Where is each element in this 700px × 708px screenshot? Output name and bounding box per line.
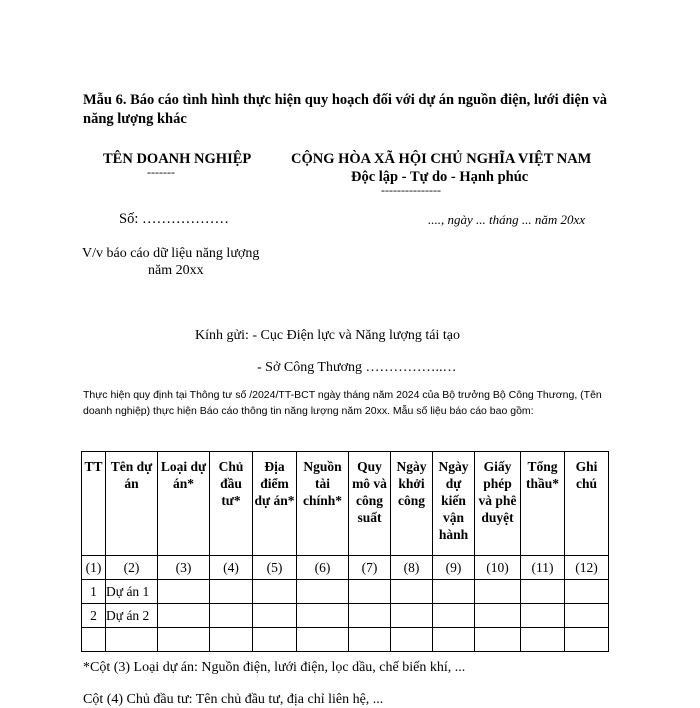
table-cell xyxy=(349,604,391,628)
project-name: Dự án 2 xyxy=(106,604,158,628)
column-number: (5) xyxy=(253,556,297,580)
table-cell xyxy=(475,628,521,652)
table-header-cell: Ghi chú xyxy=(565,452,609,556)
company-name: TÊN DOANH NGHIỆP xyxy=(103,151,252,167)
table-cell xyxy=(521,604,565,628)
table-header-cell: Loại dự án* xyxy=(158,452,210,556)
table-cell xyxy=(433,604,475,628)
column-number: (6) xyxy=(297,556,349,580)
table-cell xyxy=(565,580,609,604)
column-number: (12) xyxy=(565,556,609,580)
table-cell xyxy=(158,628,210,652)
table-header-row xyxy=(82,452,609,556)
project-name xyxy=(106,628,158,652)
table-row xyxy=(82,580,609,604)
table-header-cell: Quy mô và công suất xyxy=(349,452,391,556)
table-cell xyxy=(565,604,609,628)
table-header-cell: Nguồn tài chính* xyxy=(297,452,349,556)
table-cell xyxy=(475,580,521,604)
row-index: 1 xyxy=(82,580,106,604)
table-cell xyxy=(158,604,210,628)
national-motto: Độc lập - Tự do - Hạnh phúc xyxy=(351,169,529,185)
recipient-line-1: Kính gửi: - Cục Điện lực và Năng lượng tái tạo xyxy=(195,328,461,343)
column-number: (1) xyxy=(82,556,106,580)
table-cell xyxy=(391,604,433,628)
table-cell xyxy=(253,580,297,604)
table-header-cell: TT xyxy=(82,452,106,556)
table-cell xyxy=(475,604,521,628)
column-number: (8) xyxy=(391,556,433,580)
table-cell xyxy=(391,628,433,652)
column-number: (7) xyxy=(349,556,391,580)
subject-line-1: V/v báo cáo dữ liệu năng lượng xyxy=(82,246,260,261)
table-cell xyxy=(349,628,391,652)
column-number: (9) xyxy=(433,556,475,580)
table-header-cell: Tổng thầu* xyxy=(521,452,565,556)
table-header-cell: Tên dự án xyxy=(106,452,158,556)
company-divider: ------- xyxy=(147,165,175,179)
project-name: Dự án 1 xyxy=(106,580,158,604)
table-cell xyxy=(433,628,475,652)
table-cell xyxy=(158,580,210,604)
motto-divider: --------------- xyxy=(381,183,441,197)
table-cell xyxy=(521,628,565,652)
table-cell xyxy=(565,628,609,652)
table-cell xyxy=(297,580,349,604)
table-cell xyxy=(433,580,475,604)
column-number: (4) xyxy=(210,556,253,580)
row-index xyxy=(82,628,106,652)
table-cell xyxy=(210,604,253,628)
table-cell xyxy=(210,628,253,652)
column-number: (11) xyxy=(521,556,565,580)
document-date: ...., ngày ... tháng ... năm 20xx xyxy=(428,212,586,227)
table-cell xyxy=(297,604,349,628)
document-number: Số: ……………… xyxy=(119,211,229,227)
subject-line-2: năm 20xx xyxy=(148,263,204,278)
row-index: 2 xyxy=(82,604,106,628)
table-cell xyxy=(297,628,349,652)
table-header-cell: Ngày dự kiến vận hành xyxy=(433,452,475,556)
table-row xyxy=(82,604,609,628)
table-header-cell: Giấy phép và phê duyệt xyxy=(475,452,521,556)
table-cell xyxy=(253,628,297,652)
footnote-column-4: Cột (4) Chủ đầu tư: Tên chủ đầu tư, địa chỉ liên hệ, ... xyxy=(83,692,384,707)
table-header-cell: Ngày khởi công xyxy=(391,452,433,556)
column-number: (10) xyxy=(475,556,521,580)
national-title: CỘNG HÒA XÃ HỘI CHỦ NGHĨA VIỆT NAM xyxy=(291,151,592,167)
table-cell xyxy=(210,580,253,604)
column-number: (3) xyxy=(158,556,210,580)
table-number-row xyxy=(82,556,609,580)
column-number: (2) xyxy=(106,556,158,580)
table-cell xyxy=(349,580,391,604)
body-paragraph: Thực hiện quy định tại Thông tư số /2024/TT-BCT ngày tháng năm 2024 của Bộ trưởng Bộ Công Thương, (Tên doanh nghiệp) thực hiện Báo cáo thông tin năng lượng năm 20xx. Mẫu số liệu báo cáo bao gồm: xyxy=(83,389,602,417)
recipient-line-2: - Sở Công Thương ……………..… xyxy=(257,360,457,375)
table-cell xyxy=(521,580,565,604)
report-title: Mẫu 6. Báo cáo tình hình thực hiện quy hoạch đối với dự án nguồn điện, lưới điện và năng lượng khác xyxy=(83,92,608,127)
report-table xyxy=(81,451,609,652)
table-header-cell: Chủ đầu tư* xyxy=(210,452,253,556)
table-header-cell: Địa điểm dự án* xyxy=(253,452,297,556)
footnote-column-3: *Cột (3) Loại dự án: Nguồn điện, lưới điện, lọc dầu, chế biến khí, ... xyxy=(83,660,466,675)
table-cell xyxy=(253,604,297,628)
table-row xyxy=(82,628,609,652)
table-cell xyxy=(391,580,433,604)
